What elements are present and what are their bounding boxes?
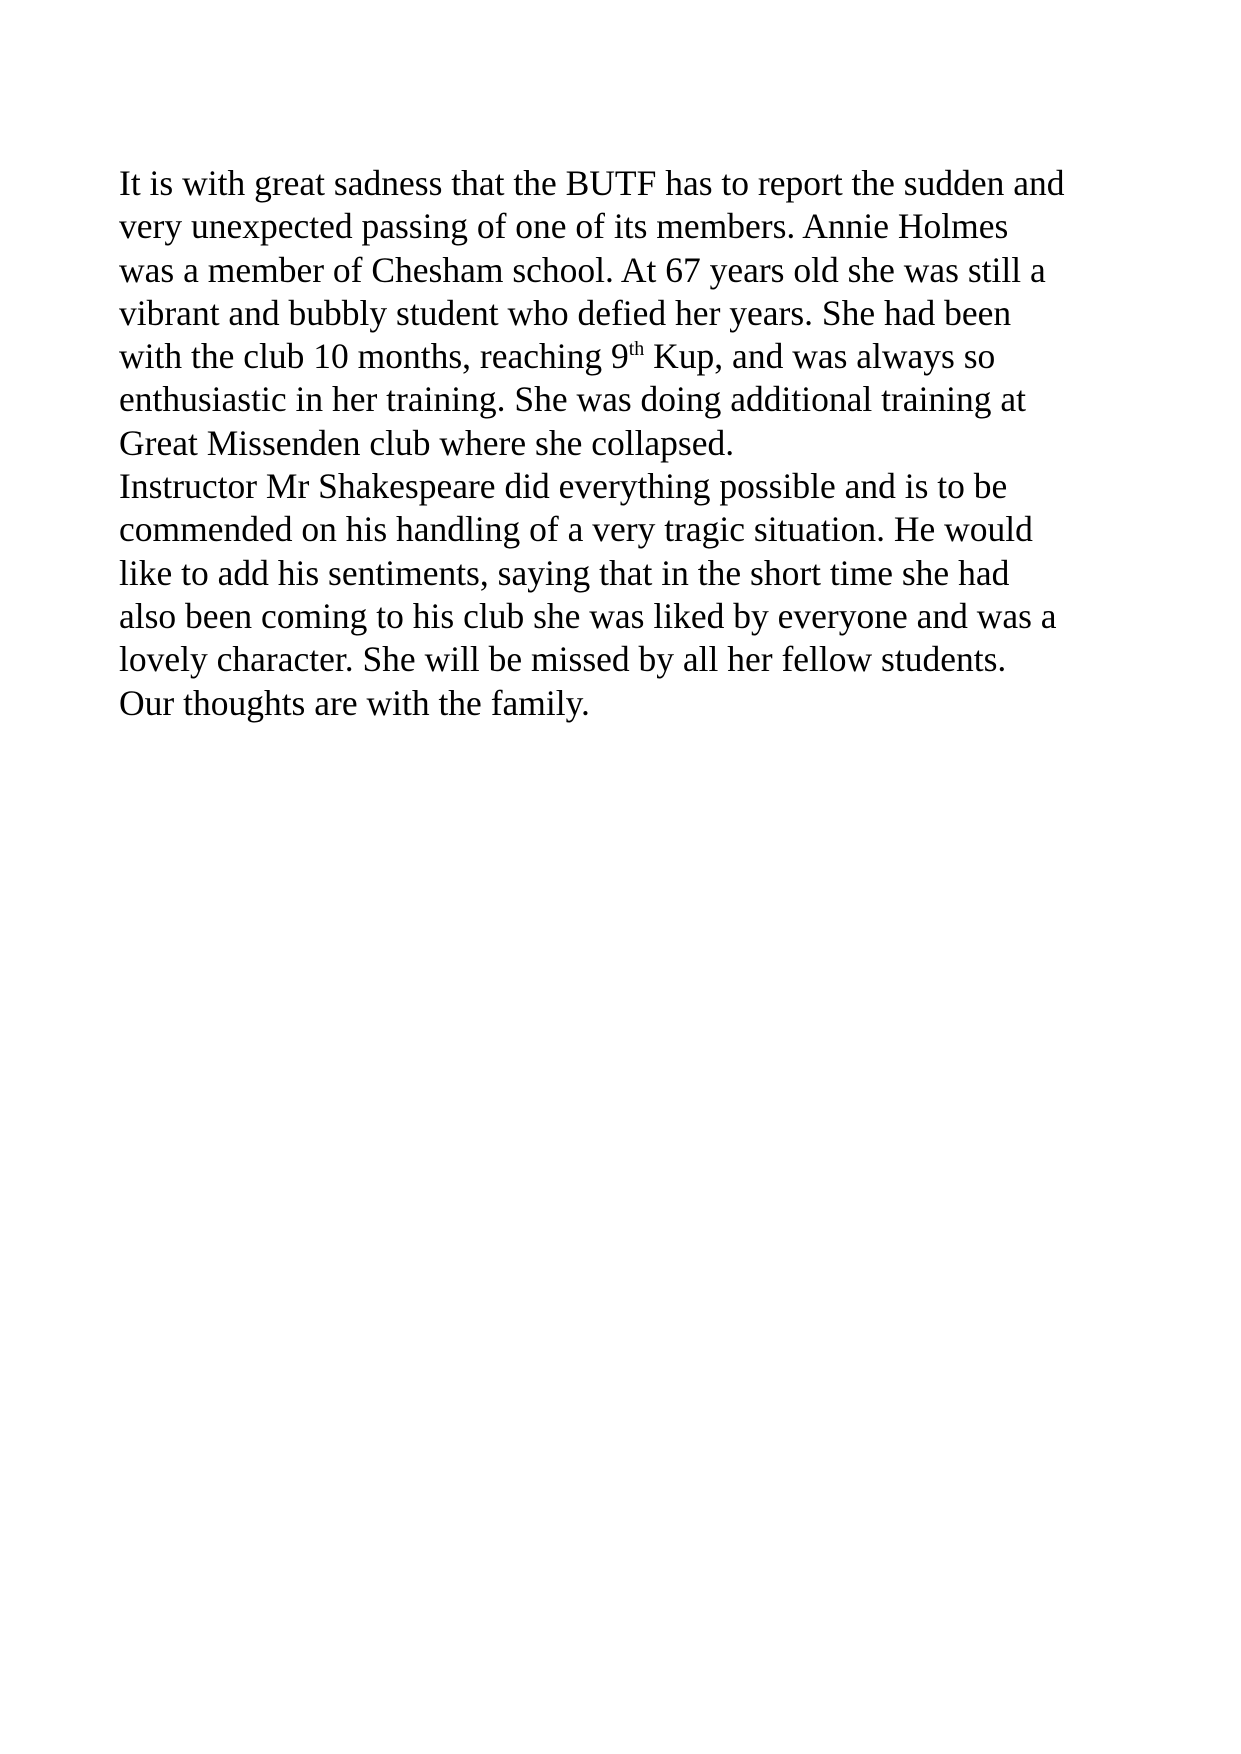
document-body [119, 162, 1139, 725]
text-line-8: Instructor Mr Shakespeare did everything possible and is to be [119, 466, 1008, 507]
text-line-11: also been coming to his club she was liked by everyone and was a [119, 595, 1057, 636]
text-line-4: vibrant and bubbly student who defied her years. She had been [119, 292, 1012, 333]
text-line-1: It is with great sadness that the BUTF has to report the sudden and [119, 163, 1065, 203]
text-line-12: lovely character. She will be missed by all her fellow students. [119, 639, 1007, 680]
ordinal-suffix: th [628, 338, 645, 361]
text-line-9: commended on his handling of a very tragic situation. He would [119, 509, 1033, 550]
text-line-13: Our thoughts are with the family. [119, 682, 590, 723]
text-line-5 [119, 335, 1139, 378]
text-line-10: like to add his sentiments, saying that in the short time she had [119, 552, 1010, 593]
text-line-2: very unexpected passing of one of its members. Annie Holmes [119, 206, 1009, 247]
text-line-6: enthusiastic in her training. She was doing additional training at [119, 379, 1027, 420]
text-line-3: was a member of Chesham school. At 67 years old she was still a [119, 249, 1046, 290]
text-line-7: Great Missenden club where she collapsed. [119, 422, 735, 463]
text-line-5-before: with the club 10 months, reaching 9 [119, 336, 629, 377]
text-line-5-after: Kup, and was always so [644, 336, 996, 377]
